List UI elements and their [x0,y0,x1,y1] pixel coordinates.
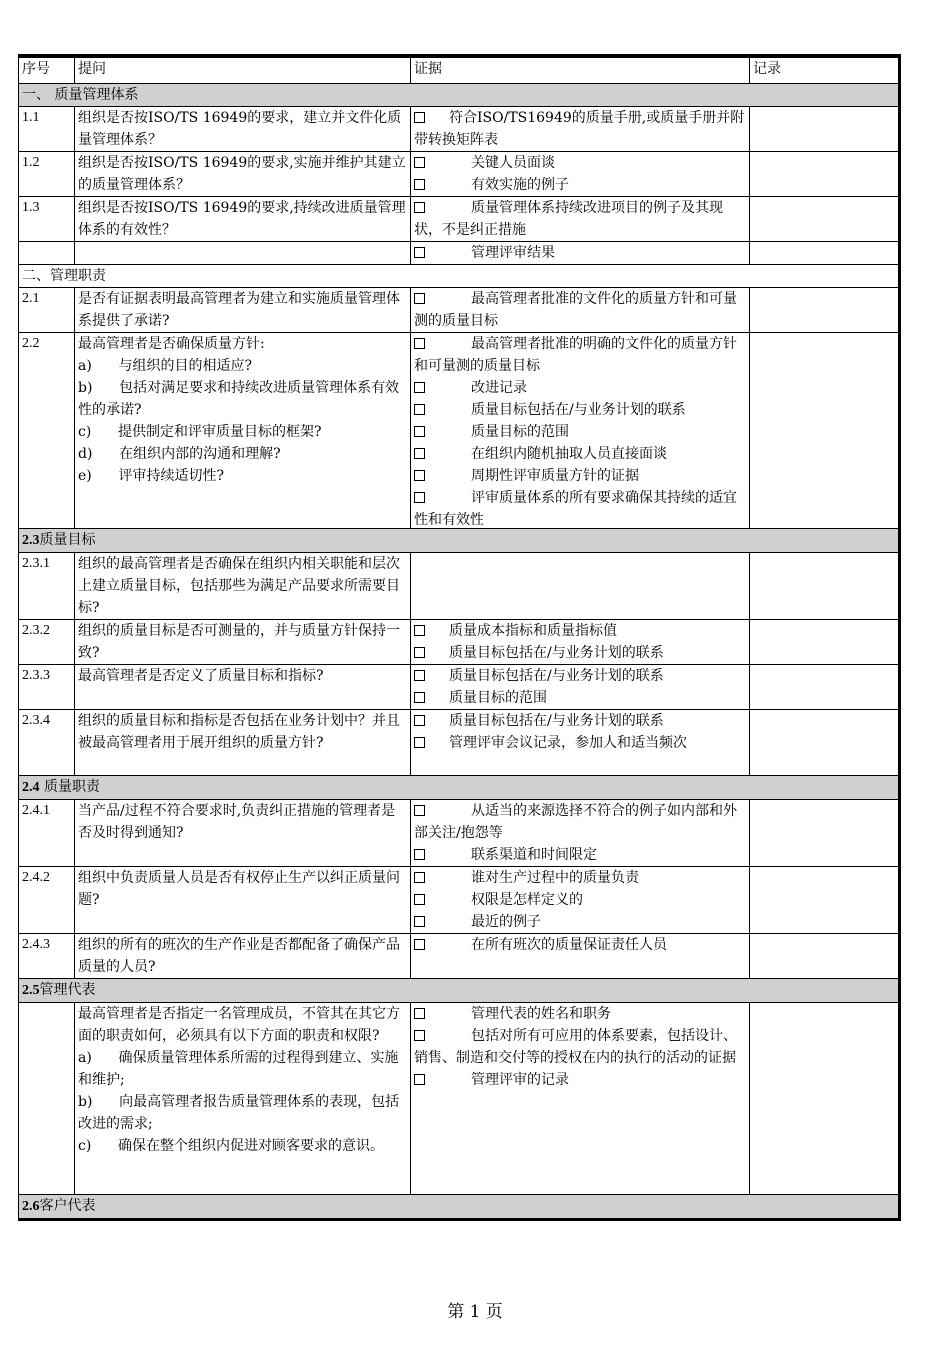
table-row [19,197,899,242]
record-cell[interactable] [750,152,899,197]
evidence-item: 质量目标包括在/与业务计划的联系 [414,642,747,664]
table-row [19,107,899,152]
row-number: 1.1 [19,107,75,152]
question-cell: 组织是否按ISO/TS 16949的要求,实施并维护其建立的质量管理体系？ [75,152,411,197]
checkbox-icon[interactable] [414,426,425,437]
checkbox-icon[interactable] [414,338,425,349]
question-cell: 当产品/过程不符合要求时,负责纠正措施的管理者是否及时得到通知? [75,800,411,867]
checkbox-icon[interactable] [414,670,425,681]
row-number [19,242,75,265]
question-cell: 最高管理者是否定义了质量目标和指标? [75,665,411,710]
evidence-cell [411,867,750,934]
row-number: 2.3.4 [19,710,75,776]
question-item: a) 与组织的目的相适应? [78,358,253,374]
row-number [19,1003,75,1195]
section-title-1: 一、 质量管理体系 [19,84,899,107]
section-title-2: 二、管理职责 [19,265,899,288]
checkbox-icon[interactable] [414,872,425,883]
row-number: 1.2 [19,152,75,197]
evidence-cell [411,665,750,710]
checkbox-icon[interactable] [414,492,425,503]
section-row-2-6 [19,1195,899,1219]
evidence-item: 质量管理体系持续改进项目的例子及其现状，不是纠正措施 [414,200,723,238]
record-cell[interactable] [750,800,899,867]
section-row-2 [19,265,899,288]
header-record: 记录 [750,58,899,84]
table-row [19,152,899,197]
checkbox-icon[interactable] [414,112,425,123]
checkbox-icon[interactable] [414,849,425,860]
record-cell[interactable] [750,710,899,776]
row-number: 2.4.2 [19,867,75,934]
evidence-item: 质量目标包括在/与业务计划的联系 [414,399,747,421]
table-row [19,665,899,710]
evidence-item: 管理评审的记录 [414,1069,747,1091]
question-cell: 组织的质量目标和指标是否包括在业务计划中？并且被最高管理者用于展开组织的质量方针? [75,710,411,776]
question-cell: 组织是否按ISO/TS 16949的要求，建立并文件化质量管理体系？ [75,107,411,152]
record-cell[interactable] [750,197,899,242]
audit-checklist-table [18,57,899,1219]
question-intro: 最高管理者是否指定一名管理成员，不管其在其它方面的职责如何，必须具有以下方面的职责和权限? [78,1006,400,1044]
table-row [19,800,899,867]
header-no: 序号 [19,58,75,84]
record-cell[interactable] [750,665,899,710]
checkbox-icon[interactable] [414,647,425,658]
checkbox-icon[interactable] [414,470,425,481]
question-cell [75,1003,411,1195]
question-item: b) 向最高管理者报告质量管理体系的表现，包括改进的需求; [78,1094,400,1132]
checkbox-icon[interactable] [414,247,425,258]
section-title-2-6: 2.6客户代表 [19,1195,899,1219]
checkbox-icon[interactable] [414,916,425,927]
question-item: e) 评审持续适切性? [78,468,224,484]
row-number: 2.3.2 [19,620,75,665]
record-cell[interactable] [750,242,899,265]
evidence-item: 有效实施的例子 [414,174,747,196]
row-number: 2.4.1 [19,800,75,867]
evidence-cell [411,553,750,620]
checkbox-icon[interactable] [414,448,425,459]
table-row [19,934,899,979]
question-item: d) 在组织内部的沟通和理解? [78,446,281,462]
evidence-item: 包括对所有可应用的体系要素，包括设计、销售、制造和交付等的授权在内的执行的活动的证据 [414,1028,737,1066]
evidence-item: 从适当的来源选择不符合的例子如内部和外部关注/抱怨等 [414,803,737,841]
question-cell: 组织中负责质量人员是否有权停止生产以纠正质量问题? [75,867,411,934]
row-number: 2.1 [19,288,75,333]
evidence-item: 周期性评审质量方针的证据 [414,465,747,487]
question-cell: 是否有证据表明最高管理者为建立和实施质量管理体系提供了承诺? [75,288,411,333]
evidence-item: 质量目标的范围 [414,687,747,709]
checkbox-icon[interactable] [414,894,425,905]
table-row [19,553,899,620]
question-item: c) 确保在整个组织内促进对顾客要求的意识。 [78,1138,385,1154]
evidence-item: 最高管理者批准的明确的文件化的质量方针和可量测的质量目标 [414,336,737,374]
evidence-item: 评审质量体系的所有要求确保其持续的适宜性和有效性 [414,490,737,528]
table-row [19,867,899,934]
question-cell: 组织的质量目标是否可测量的，并与质量方针保持一致? [75,620,411,665]
question-item: a) 确保质量管理体系所需的过程得到建立、实施和维护; [78,1050,399,1088]
question-cell: 组织的所有的班次的生产作业是否都配备了确保产品质量的人员? [75,934,411,979]
checkbox-icon[interactable] [414,939,425,950]
evidence-item: 在所有班次的质量保证责任人员 [414,934,747,956]
evidence-item: 改进记录 [414,377,747,399]
evidence-item: 质量成本指标和质量指标值 [414,620,747,642]
checkbox-icon[interactable] [414,157,425,168]
row-number: 1.3 [19,197,75,242]
audit-checklist-sheet [18,54,901,1221]
section-row-2-3 [19,529,899,553]
question-cell [75,333,411,529]
checkbox-icon[interactable] [414,715,425,726]
row-number: 2.4.3 [19,934,75,979]
record-cell[interactable] [750,553,899,620]
evidence-cell [411,107,750,152]
evidence-item: 管理评审会议记录，参加人和适当频次 [414,732,747,754]
evidence-item: 管理代表的姓名和职务 [414,1003,747,1025]
evidence-cell [411,197,750,242]
checkbox-icon[interactable] [414,404,425,415]
checkbox-icon[interactable] [414,625,425,636]
section-row-2-5 [19,979,899,1003]
section-title-2-5: 2.5管理代表 [19,979,899,1003]
question-cell: 组织的最高管理者是否确保在组织内相关职能和层次上建立质量目标，包括那些为满足产品要求所需要目标? [75,553,411,620]
evidence-cell [411,1003,750,1195]
record-cell[interactable] [750,333,899,529]
table-row [19,710,899,776]
record-cell[interactable] [750,107,899,152]
question-intro: 最高管理者是否确保质量方针: [78,336,265,352]
evidence-item: 在组织内随机抽取人员直接面谈 [414,443,747,465]
section-row-1 [19,84,899,107]
evidence-cell [411,288,750,333]
table-row [19,1003,899,1195]
section-title-2-4: 2.4 质量职责 [19,776,899,800]
table-row [19,288,899,333]
record-cell[interactable] [750,620,899,665]
checkbox-icon[interactable] [414,1074,425,1085]
evidence-cell [411,934,750,979]
evidence-item: 关键人员面谈 [414,152,747,174]
section-title-2-3: 2.3质量目标 [19,529,899,553]
row-number: 2.2 [19,333,75,529]
question-item: b) 包括对满足要求和持续改进质量管理体系有效性的承诺? [78,380,400,418]
evidence-item: 谁对生产过程中的质量负责 [414,867,747,889]
checkbox-icon[interactable] [414,805,425,816]
checkbox-icon[interactable] [414,202,425,213]
header-question: 提问 [75,58,411,84]
evidence-cell [411,333,750,529]
question-item: c) 提供制定和评审质量目标的框架? [78,424,322,440]
evidence-item: 质量目标包括在/与业务计划的联系 [414,665,747,687]
record-cell[interactable] [750,1003,899,1195]
evidence-item: 质量目标的范围 [414,421,747,443]
evidence-item: 最近的例子 [414,911,747,933]
evidence-cell [411,152,750,197]
evidence-item: 最高管理者批准的文件化的质量方针和可量测的质量目标 [414,291,737,329]
row-number: 2.3.1 [19,553,75,620]
evidence-item: 符合ISO/TS16949的质量手册,或质量手册并附带转换矩阵表 [414,110,745,148]
row-number: 2.3.3 [19,665,75,710]
question-cell [75,242,411,265]
checkbox-icon[interactable] [414,737,425,748]
evidence-cell [411,242,750,265]
table-row [19,333,899,529]
evidence-item: 权限是怎样定义的 [414,889,747,911]
table-row [19,242,899,265]
checkbox-icon[interactable] [414,692,425,703]
checkbox-icon[interactable] [414,1008,425,1019]
header-evidence: 证据 [411,58,750,84]
checkbox-icon[interactable] [414,1030,425,1041]
record-cell[interactable] [750,867,899,934]
evidence-cell [411,710,750,776]
checkbox-icon[interactable] [414,293,425,304]
table-row [19,620,899,665]
header-row [19,58,899,84]
record-cell[interactable] [750,288,899,333]
record-cell[interactable] [750,934,899,979]
evidence-item: 联系渠道和时间限定 [414,844,747,866]
evidence-item: 管理评审结果 [414,242,747,264]
question-cell: 组织是否按ISO/TS 16949的要求,持续改进质量管理体系的有效性？ [75,197,411,242]
section-row-2-4 [19,776,899,800]
evidence-cell [411,620,750,665]
evidence-cell [411,800,750,867]
checkbox-icon[interactable] [414,179,425,190]
page-number: 第 1 页 [447,1302,503,1322]
checkbox-icon[interactable] [414,382,425,393]
evidence-item: 质量目标包括在/与业务计划的联系 [414,710,747,732]
